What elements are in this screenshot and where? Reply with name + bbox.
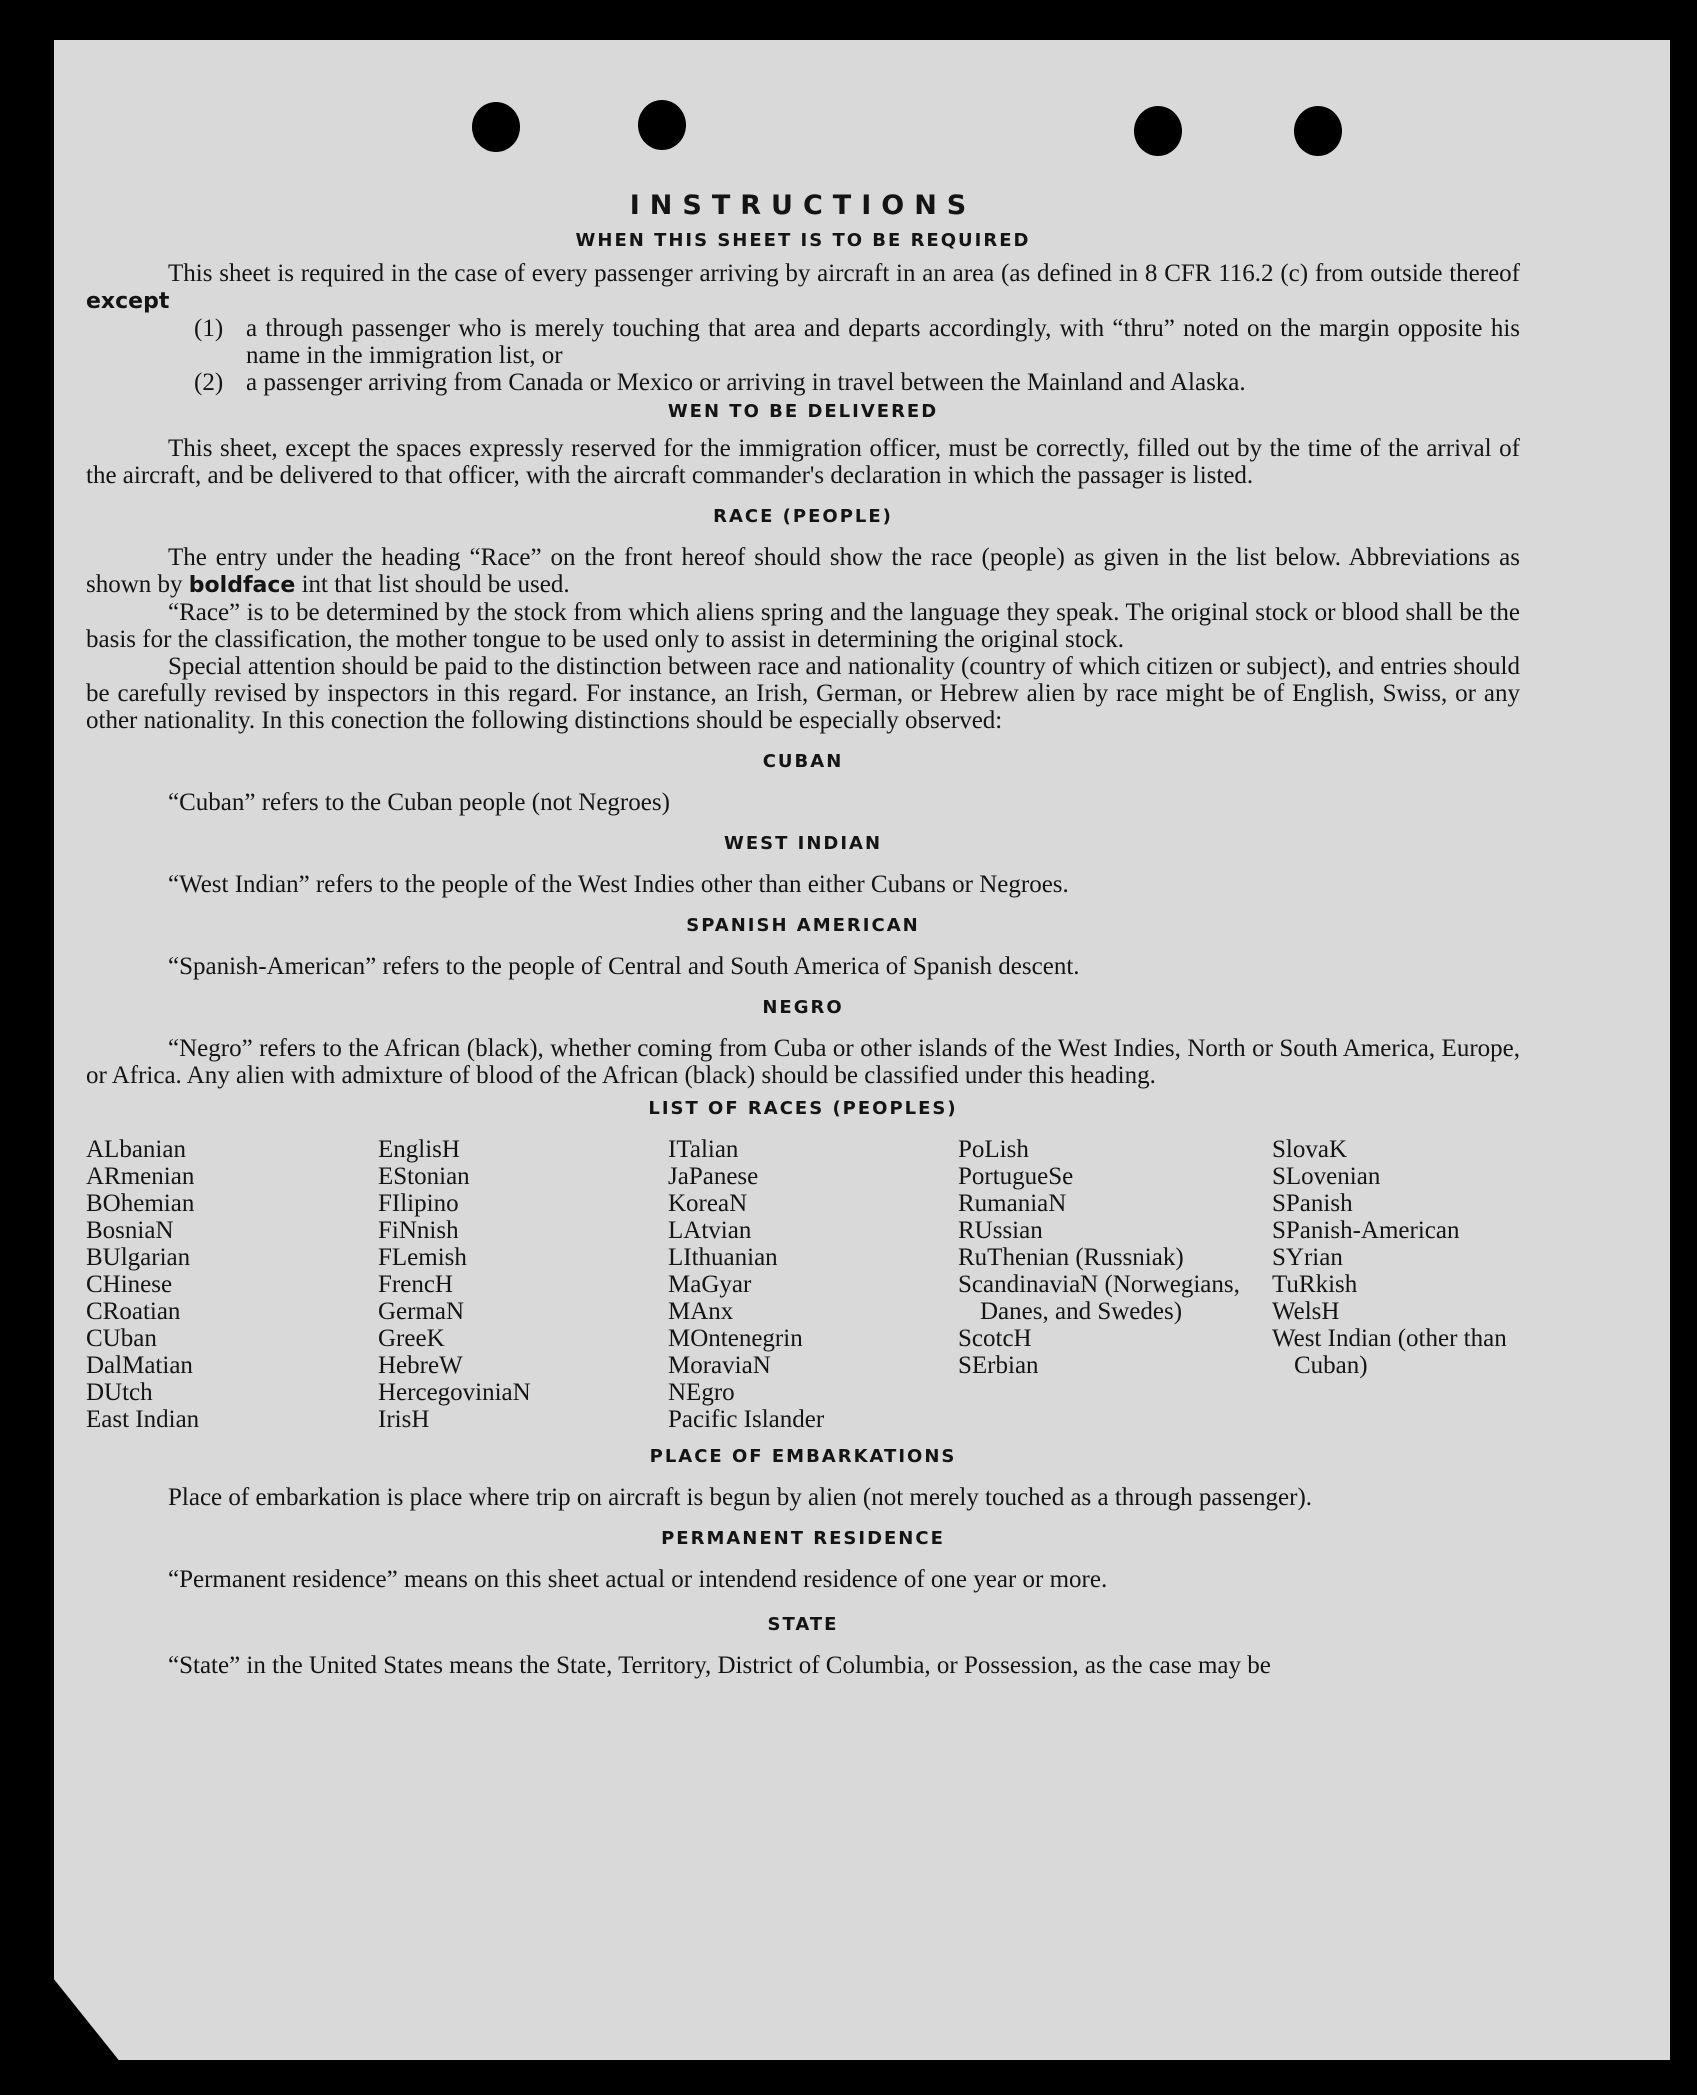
section-heading-spanish-american: SPANISH AMERICAN xyxy=(686,915,920,936)
list-item: GermaN xyxy=(378,1298,465,1325)
section-heading-west-indian: WEST INDIAN xyxy=(723,833,883,854)
list-item: KoreaN xyxy=(668,1190,748,1217)
list-item: MaGyar xyxy=(668,1271,752,1298)
list-item: IrisH xyxy=(378,1406,430,1433)
list-item: GreeK xyxy=(378,1325,445,1352)
punch-hole xyxy=(1134,106,1182,156)
when-delivered-text: This sheet, except the spaces expressly reserved for the immigration officer, must be correctly, filled out by the time of the arrival of the aircraft, and be delivered to that officer, with the aircraft commander's declaration in which the passager is listed. xyxy=(86,435,1520,489)
spanish-american-text: “Spanish-American” refers to the people of Central and South America of Spanish descent. xyxy=(168,953,1080,980)
list-item: HercegoviniaN xyxy=(378,1379,531,1406)
list-item: ScotcH xyxy=(958,1325,1032,1352)
list-item: PoLish xyxy=(958,1136,1029,1163)
list-item: (2) a passenger arriving from Canada or Mexico or arriving in travel between the Mainland and Alaska. xyxy=(194,369,1246,396)
negro-text: “Negro” refers to the African (black), whether coming from Cuba or other islands of the West Indies, North or South America, Europe, or Africa. Any alien with admixture of blood of the African (black) should be classified under this heading. xyxy=(86,1035,1520,1089)
races-column xyxy=(1272,1136,1520,1433)
list-item: BosniaN xyxy=(86,1217,174,1244)
list-item: CHinese xyxy=(86,1271,173,1298)
list-item: LIthuanian xyxy=(668,1244,778,1271)
section-heading-race: RACE (PEOPLE) xyxy=(713,506,893,527)
list-item: (1) a through passenger who is merely touching that area and departs accordingly, with “thru” noted on the margin opposite his name in the immigration list, or xyxy=(194,315,1520,369)
list-item: MOntenegrin xyxy=(668,1325,803,1352)
when-required-intro: This sheet is required in the case of every passenger arriving by aircraft in an area (as defined in 8 CFR 116.2 (c) from outside thereof except xyxy=(86,260,1520,314)
list-item: EnglisH xyxy=(378,1136,460,1163)
punch-hole xyxy=(472,102,520,152)
list-item: TuRkish xyxy=(1272,1271,1358,1298)
list-item: SLovenian xyxy=(1272,1163,1381,1190)
section-heading-state: STATE xyxy=(767,1614,839,1635)
permanent-residence-text: “Permanent residence” means on this sheet actual or intendend residence of one year or more. xyxy=(168,1566,1108,1593)
list-item: RUssian xyxy=(958,1217,1043,1244)
races-list xyxy=(86,1136,1520,1433)
list-item: MAnx xyxy=(668,1298,734,1325)
list-item: SlovaK xyxy=(1272,1136,1347,1163)
list-item: RumaniaN xyxy=(958,1190,1067,1217)
instructions-page xyxy=(86,192,1520,1952)
list-item: CRoatian xyxy=(86,1298,181,1325)
list-item: BOhemian xyxy=(86,1190,195,1217)
boldface-word: boldface xyxy=(188,573,296,598)
page-title: INSTRUCTIONS xyxy=(629,190,977,221)
punch-hole xyxy=(1294,106,1342,156)
list-item: FrencH xyxy=(378,1271,453,1298)
list-item: ALbanian xyxy=(86,1136,186,1163)
section-heading-negro: NEGRO xyxy=(762,997,844,1018)
section-heading-permanent-residence: PERMANENT RESIDENCE xyxy=(661,1528,945,1549)
race-paragraph: Special attention should be paid to the distinction between race and nationality (country of which citizen or subject), and entries should be carefully revised by inspectors in this regard. For instance, an Irish, German, or Hebrew alien by race might be of English, Swiss, or any other nationality. In this conection the following distinctions should be especially observed: xyxy=(86,653,1520,734)
except-bold: except xyxy=(86,289,170,314)
list-item: CUban xyxy=(86,1325,157,1352)
list-item: West Indian (other than Cuban) xyxy=(1272,1325,1507,1379)
list-item: ITalian xyxy=(668,1136,739,1163)
list-item: East Indian xyxy=(86,1406,200,1433)
section-heading-when-required: WHEN THIS SHEET IS TO BE REQUIRED xyxy=(575,230,1031,251)
list-item: SPanish xyxy=(1272,1190,1353,1217)
list-item: ARmenian xyxy=(86,1163,195,1190)
list-item: SErbian xyxy=(958,1352,1039,1379)
section-heading-list-of-races: LIST OF RACES (PEOPLES) xyxy=(648,1098,958,1119)
list-item: ScandinaviaN (Norwegians, Danes, and Swedes) xyxy=(958,1271,1240,1325)
section-heading-embarkation: PLACE OF EMBARKATIONS xyxy=(649,1446,957,1467)
list-item: MoraviaN xyxy=(668,1352,771,1379)
list-item: HebreW xyxy=(378,1352,463,1379)
west-indian-text: “West Indian” refers to the people of the West Indies other than either Cubans or Negroes. xyxy=(168,871,1069,898)
list-item: NEgro xyxy=(668,1379,735,1406)
races-column xyxy=(958,1136,1272,1433)
races-column xyxy=(378,1136,668,1433)
punch-hole xyxy=(638,100,686,150)
list-item: WelsH xyxy=(1272,1298,1340,1325)
section-heading-cuban: CUBAN xyxy=(762,751,844,772)
embarkation-text: Place of embarkation is place where trip on aircraft is begun by alien (not merely touched as a through passenger). xyxy=(168,1484,1313,1511)
list-item: EStonian xyxy=(378,1163,470,1190)
section-heading-when-delivered: WEN TO BE DELIVERED xyxy=(667,401,939,422)
list-item: SYrian xyxy=(1272,1244,1343,1271)
list-item: FiNnish xyxy=(378,1217,459,1244)
list-item: DalMatian xyxy=(86,1352,193,1379)
list-item: JaPanese xyxy=(668,1163,759,1190)
list-item: LAtvian xyxy=(668,1217,752,1244)
cuban-text: “Cuban” refers to the Cuban people (not Negroes) xyxy=(168,789,670,816)
list-item: Pacific Islander xyxy=(668,1406,825,1433)
list-item: FIlipino xyxy=(378,1190,459,1217)
races-column xyxy=(86,1136,378,1433)
race-paragraph: “Race” is to be determined by the stock from which aliens spring and the language they speak. The original stock or blood shall be the basis for the classification, the mother tongue to be used only to assist in determining the original stock. xyxy=(86,599,1520,653)
list-item: BUlgarian xyxy=(86,1244,191,1271)
list-item: PortugueSe xyxy=(958,1163,1074,1190)
list-item: SPanish-American xyxy=(1272,1217,1460,1244)
state-text: “State” in the United States means the State, Territory, District of Columbia, or Possession, as the case may be xyxy=(168,1652,1271,1679)
race-paragraph: The entry under the heading “Race” on the front hereof should show the race (people) as given in the list below. Abbreviations as shown by boldface int that list should be used. xyxy=(86,544,1520,598)
list-item: RuThenian (Russniak) xyxy=(958,1244,1184,1271)
races-column xyxy=(668,1136,958,1433)
list-item: FLemish xyxy=(378,1244,467,1271)
list-item: DUtch xyxy=(86,1379,153,1406)
